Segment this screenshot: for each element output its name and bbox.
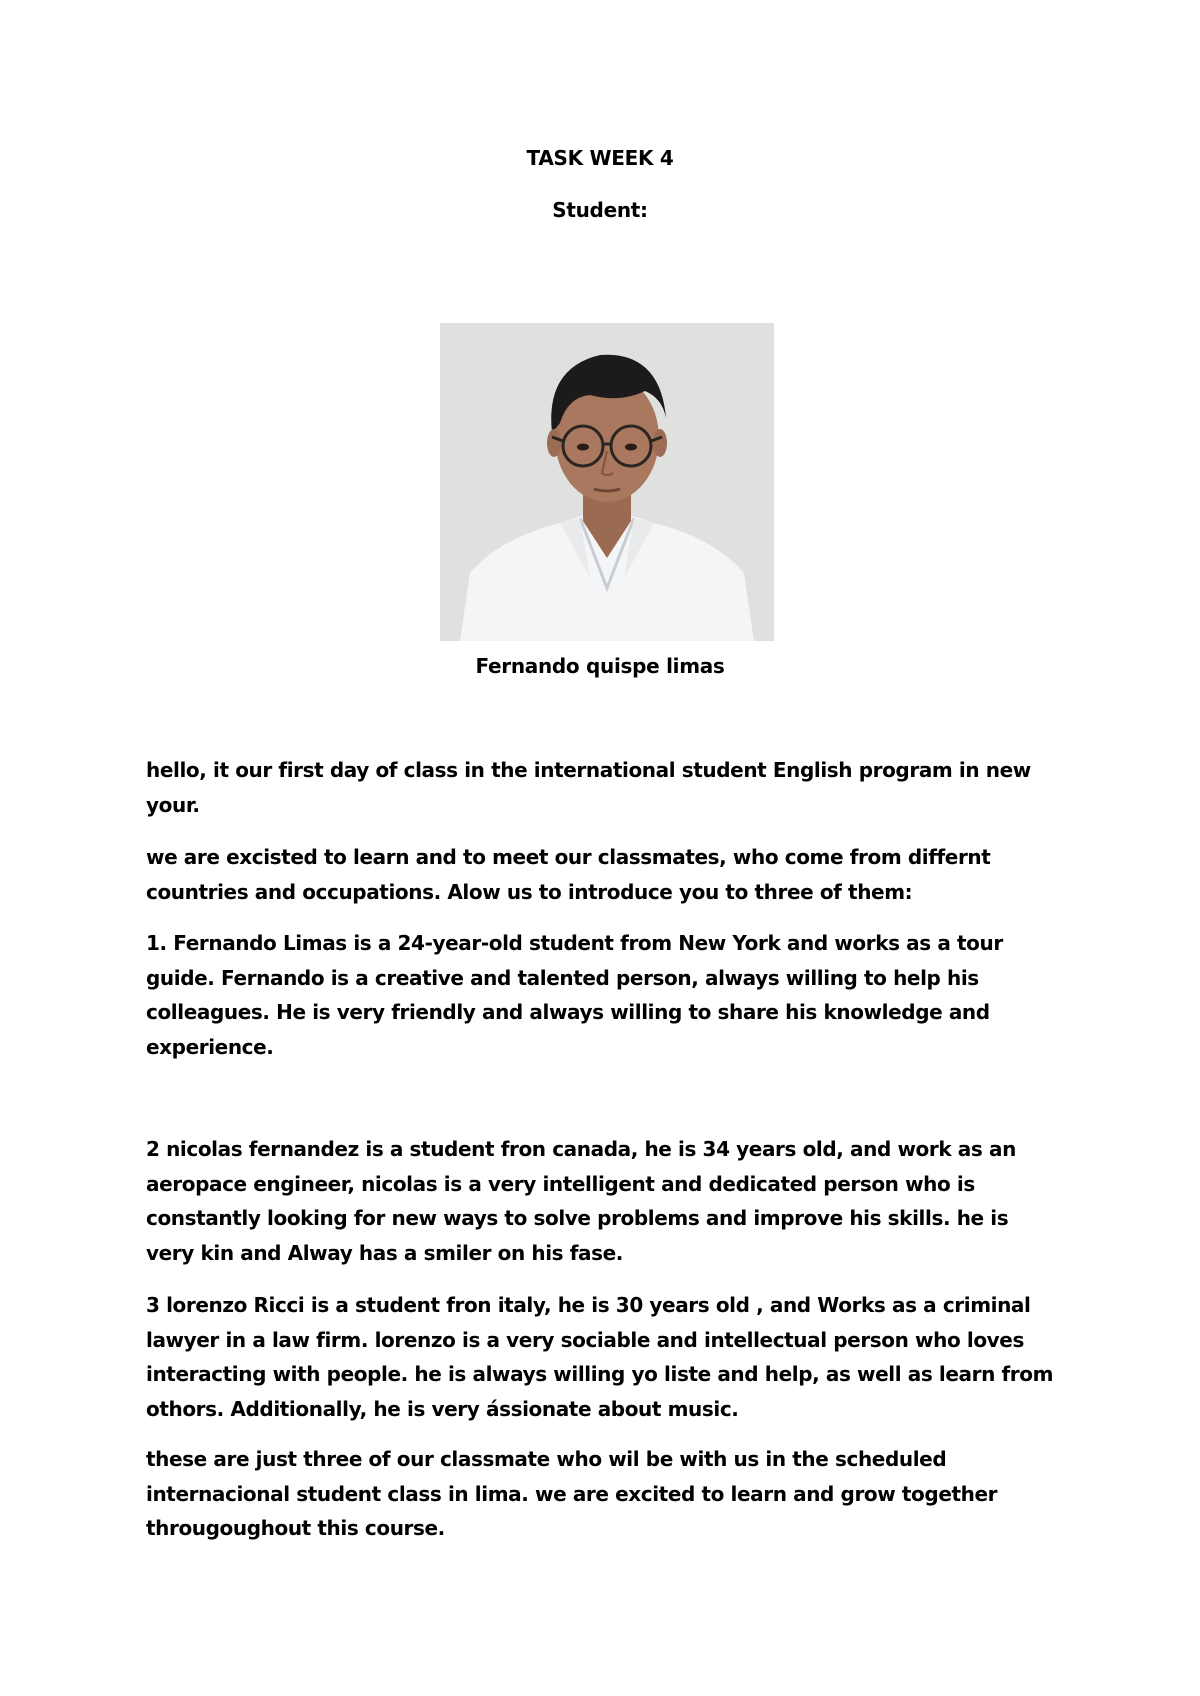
page-title: TASK WEEK 4 [526,146,674,170]
photo-caption: Fernando quispe limas [475,654,725,678]
student-portrait-illustration [440,323,774,641]
student-photo [440,323,774,641]
paragraph-intro: hello, it our first day of class in the international student English program in new your. [146,758,1031,817]
paragraph-classmate-2: 2 nicolas fernandez is a student fron canada, he is 34 years old, and work as an aeropace engineer, nicolas is a very intelligent and dedicated person who is constantly looking for new ways to solve problems and improve his skills. he is very kin and Alway has a smiler on his fase. [146,1137,1016,1265]
student-label: Student: [552,198,648,222]
paragraph-classmate-1: 1. Fernando Limas is a 24-year-old student from New York and works as a tour guide. Fernando is a creative and talented person, always willing to help his colleagues. He is very friendly and always willing to share his knowledge and experience. [146,931,1003,1059]
paragraph-closing: these are just three of our classmate who wil be with us in the scheduled internacional student class in lima. we are excited to learn and grow together througoughout this course. [146,1447,998,1540]
paragraph-classmates: we are excisted to learn and to meet our classmates, who come from differnt countries and occupations. Alow us to introduce you to three of them: [146,845,991,904]
paragraph-classmate-3: 3 lorenzo Ricci is a student fron italy, he is 30 years old , and Works as a criminal lawyer in a law firm. lorenzo is a very sociable and intellectual person who loves interacting with people. he is always willing yo liste and help, as well as learn from othors. Additionally, he is very ássionate about music. [146,1293,1054,1421]
